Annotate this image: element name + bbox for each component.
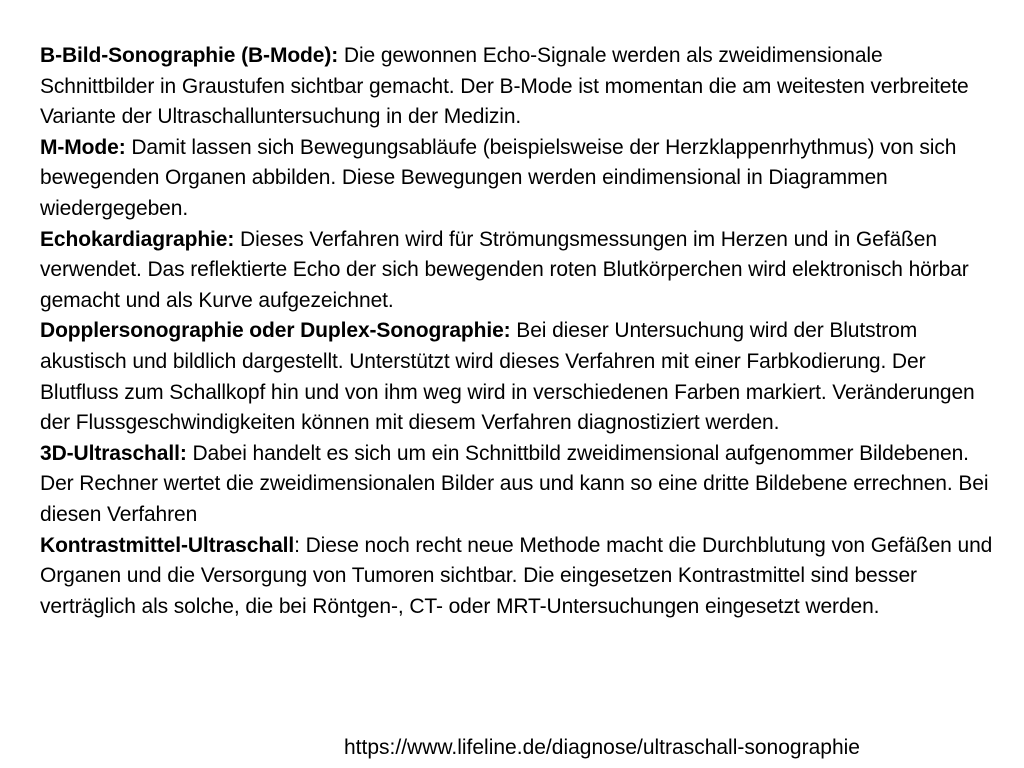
entry-term: Kontrastmittel-Ultraschall <box>40 533 295 557</box>
entry-description: Damit lassen sich Bewegungsabläufe (beispielsweise der Herzklappenrhythmus) von sich bewegenden Organen abbilden. Diese Bewegungen werden eindimensional in Diagrammen wiedergegeben. <box>40 135 957 220</box>
entry-term: M-Mode: <box>40 135 126 159</box>
entry-dopplersonographie <box>40 316 998 438</box>
source-url: https://www.lifeline.de/diagnose/ultraschall-sonographie <box>344 736 860 759</box>
entry-3d-ultraschall <box>40 439 998 531</box>
entry-description: Dieses Verfahren wird für Strömungsmessungen im Herzen und in Gefäßen verwendet. Das reflektierte Echo der sich bewegenden roten Blutkörperchen wird elektronisch hörbar gemacht und als Kurve aufgezeichnet. <box>40 227 969 312</box>
entry-m-mode <box>40 133 998 225</box>
entry-term: Echokardiagraphie: <box>40 227 235 251</box>
entry-b-mode <box>40 41 998 133</box>
entry-term: Dopplersonographie oder Duplex-Sonographie: <box>40 319 511 343</box>
slide-body-text <box>40 41 998 622</box>
entry-term: B-Bild-Sonographie (B-Mode): <box>40 44 339 67</box>
entry-description: : Diese noch recht neue Methode macht die Durchblutung von Gefäßen und Organen und die Versorgung von Tumoren sichtbar. Die eingesetzen Kontrastmittel sind besser verträglich als solche, die bei Röntgen-, CT- oder MRT-Untersuchungen eingesetzt werden. <box>40 533 993 618</box>
entry-description: Bei dieser Untersuchung wird der Blutstrom akustisch und bildlich dargestellt. Unterstützt wird dieses Verfahren mit einer Farbkodierung. Der Blutfluss zum Schallkopf hin und von ihm weg wird in verschiedenen Farben markiert. Veränderungen der Flussgeschwindigkeiten können mit diesem Verfahren diagnostiziert werden. <box>40 319 975 435</box>
entry-term: 3D-Ultraschall: <box>40 441 187 465</box>
entry-description: Die gewonnen Echo-Signale werden als zweidimensionale Schnittbilder in Graustufen sichtbar gemacht. Der B-Mode ist momentan die am weitesten verbreitete Variante der Ultraschalluntersuchung in der Medizin. <box>40 44 969 129</box>
entry-kontrastmittel-ultraschall <box>40 531 998 623</box>
entry-echokardiagraphie <box>40 225 998 317</box>
entry-description: Dabei handelt es sich um ein Schnittbild zweidimensional aufgenommer Bildebenen. Der Rechner wertet die zweidimensionalen Bilder aus und kann so eine dritte Bildebene errechnen. Bei diesen Verfahren <box>40 441 989 526</box>
